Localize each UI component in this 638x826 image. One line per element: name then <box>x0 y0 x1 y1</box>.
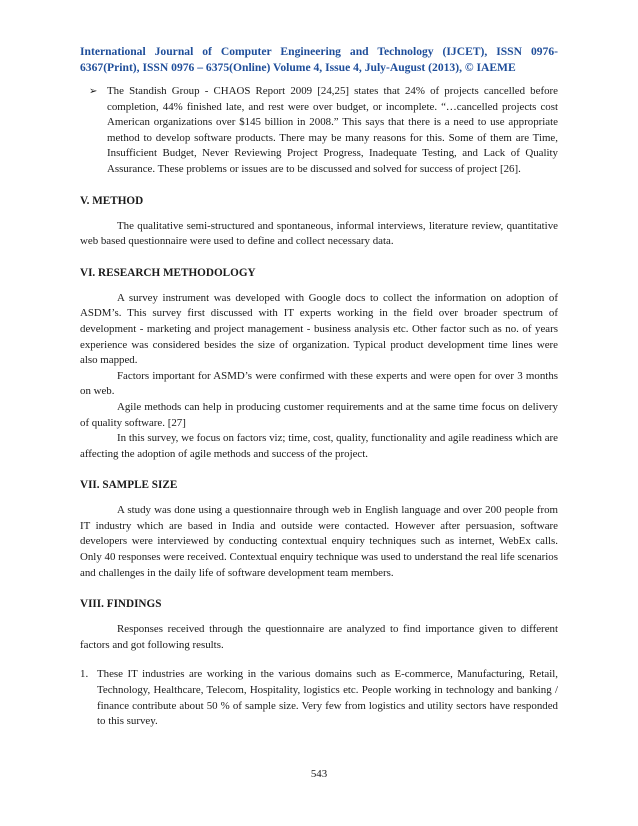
section-heading-research-methodology: VI. RESEARCH METHODOLOGY <box>80 266 256 279</box>
arrow-bullet-icon: ➢ <box>89 86 98 97</box>
page-body <box>80 84 558 730</box>
journal-header: International Journal of Computer Engineering and Technology (IJCET), ISSN 0976-6367(Print), ISSN 0976 – 6375(Online) Volume 4, Issue 4, July-August (2013), © IAEME <box>80 45 558 74</box>
paragraph: In this survey, we focus on factors viz; time, cost, quality, functionality and agile readiness which are affecting the adoption of agile methods and success of the project. <box>80 432 558 460</box>
intro-bullet-text: The Standish Group - CHAOS Report 2009 [24,25] states that 24% of projects cancelled before completion, 44% finished late, and rest were over budget, or incomplete. “…cancelled projects cost American organizations over $145 billion in 2008.” This says that there is a need to use appropriate method to develop software products. There may be many reasons for this. Some of them are Time, Insufficient Budget, Never Reviewing Project Progress, Inadequate Testing, and Lack of Quality Assurance. These problems or issues are to be discussed and solved for success of project [26]. <box>107 85 558 175</box>
paragraph: A study was done using a questionnaire through web in English language and over 200 people from IT industry which are based in India and outside were contacted. However after persuasion, software developers were interviewed by conducting contextual enquiry techniques such as internet, WebEx calls. Only 40 responses were received. Contextual enquiry technique was used to understand the real life scenarios and challenges in the daily life of software development team members. <box>80 504 558 579</box>
list-item-text: These IT industries are working in the various domains such as E-commerce, Manufacturing, Retail, Technology, Healthcare, Telecom, Hospitality, logistics etc. People working in technology and banking / finance contribute about 50 % of sample size. Very few from logistics and utility sectors have responded to this survey. <box>97 668 558 728</box>
list-item-number: 1. <box>80 668 89 681</box>
paragraph: A survey instrument was developed with Google docs to collect the information on adoption of ASDM’s. This survey first discussed with IT experts working in the field over broader spectrum of development - marketing and project management - business analysis etc. Other factor such as no. of years experience was considered besides the size of organization. Typical product development time lines were also mapped. <box>80 291 558 367</box>
paragraph: The qualitative semi-structured and spontaneous, informal interviews, literature review, quantitative web based questionnaire were used to define and collect necessary data. <box>80 219 558 248</box>
section-heading-findings: VIII. FINDINGS <box>80 598 162 611</box>
section-heading-method: V. METHOD <box>80 194 144 207</box>
intro-bullet <box>80 84 558 178</box>
paragraph: Factors important for ASMD’s were confirmed with these experts and were open for over 3 months on web. <box>80 369 558 398</box>
page-number: 543 <box>310 768 328 780</box>
section-heading-sample-size: VII. SAMPLE SIZE <box>80 479 178 492</box>
list-item <box>80 667 558 729</box>
paragraph: Agile methods can help in producing customer requirements and at the same time focus on delivery of quality software. [27] <box>80 400 558 429</box>
paragraph: Responses received through the questionnaire are analyzed to find importance given to different factors and got following results. <box>80 623 558 651</box>
